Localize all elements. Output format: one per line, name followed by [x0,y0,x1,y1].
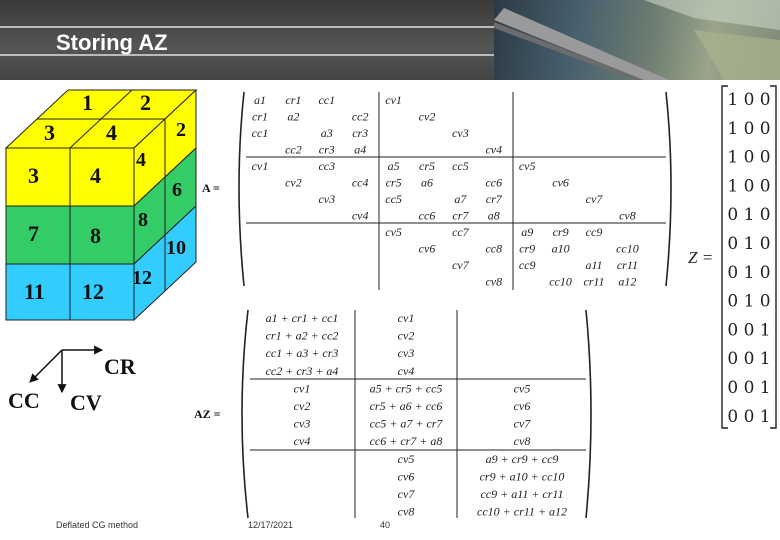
matrix-az-entry: cv8 [397,504,415,519]
matrix-z [686,84,780,432]
cube-top-num-4: 4 [106,120,117,145]
matrix-z-row: 0 1 0 [727,205,771,226]
axis-cc-label: CC [8,388,40,413]
matrix-az-entry: cc6 + cr7 + a8 [369,434,443,449]
matrix-a-entry: cr3 [352,126,369,140]
matrix-z-row: 0 1 0 [727,262,771,283]
matrix-az-label: AZ = [194,407,221,421]
cube-top-num-3: 3 [44,120,55,145]
matrix-a-entry: cr9 [552,225,569,239]
matrix-a-entry: cc7 [452,225,469,239]
matrix-a-entry: a8 [487,208,500,223]
matrix-a-entry: cv2 [285,175,302,190]
matrix-z-row: 0 0 1 [727,320,771,341]
matrix-a-entry: a1 [254,93,266,107]
matrix-z-row: 1 0 0 [727,147,771,168]
matrix-az-entry: cr1 + a2 + cc2 [265,328,339,343]
matrix-a-entry: cc3 [318,159,336,173]
matrix-a-entry: cc5 [385,192,402,206]
matrix-a-entry: cv1 [385,93,402,107]
matrix-a-entry: cc9 [585,225,603,239]
matrix-a-entry: cv6 [552,175,569,190]
matrix-a-entry: cr5 [419,159,435,173]
cube-top-num-1: 1 [82,90,93,115]
matrix-a-entry: cc9 [518,258,536,272]
matrix-a-entry: cc2 [351,109,369,124]
cube-front-num-3: 3 [28,163,39,188]
matrix-az-entry: cc10 + cr11 + a12 [477,504,567,519]
matrix-a-entry: cc10 [616,241,639,256]
matrix-a-entry: a7 [454,192,467,206]
matrix-az-entry: a1 + cr1 + cc1 [265,311,339,325]
matrix-a-entry: cv7 [452,258,469,272]
matrix-az-entry: cv2 [397,328,415,343]
matrix-a [198,86,680,296]
matrix-az-entry: cv5 [513,381,531,396]
matrix-z-row: 0 0 1 [727,406,771,427]
axis-cv-label: CV [70,390,102,415]
matrix-a-entry: a9 [521,225,534,239]
matrix-a-entry: a6 [421,175,433,190]
matrix-a-entry: cr11 [583,274,605,289]
axis-cr-label: CR [104,354,136,379]
matrix-az-entry: cv8 [513,434,531,449]
matrix-a-label: A = [202,181,220,195]
axes-diagram [0,340,160,420]
matrix-z-row: 1 0 0 [727,90,771,110]
matrix-a-entry: cr9 [519,241,536,256]
matrix-a-entry: cv3 [318,192,336,206]
footer-left-text: Deflated CG method [56,520,139,530]
matrix-az [192,306,602,520]
matrix-a-entry: cc6 [485,175,503,190]
matrix-a-entry: cc1 [251,126,269,140]
matrix-a-entry: cr3 [318,142,335,157]
matrix-a-entry: cr7 [452,208,469,223]
matrix-az-entry: cc5 + a7 + cr7 [369,416,443,431]
matrix-a-entry: cv8 [619,208,636,223]
matrix-a-entry: cv2 [418,109,436,124]
matrix-az-entry: cv3 [293,416,311,431]
matrix-az-entry: cr9 + a10 + cc10 [479,469,565,484]
cube-front-num-4: 4 [90,163,101,188]
cube-side-num-2: 2 [176,119,186,141]
matrix-z-row: 0 0 1 [727,349,771,370]
matrix-a-entry: a3 [320,126,333,140]
matrix-a-entry: cv1 [251,159,269,173]
matrix-a-entry: cr7 [485,192,502,206]
matrix-z-row: 0 1 0 [727,234,771,254]
matrix-a-entry: a4 [354,142,367,157]
matrix-a-entry: cc1 [318,93,336,107]
slide-header [0,0,780,80]
matrix-a-entry: cv3 [452,126,469,140]
cube-front-num-11: 11 [24,279,45,304]
cube-side-num-12: 12 [132,267,152,289]
matrix-z-row: 1 0 0 [727,118,771,139]
matrix-a-left-bracket [239,92,244,286]
matrix-a-entry: cv5 [518,159,536,173]
matrix-a-entry: cr1 [285,93,302,107]
matrix-az-entry: cr5 + a6 + cc6 [369,399,443,413]
matrix-az-entry: cv6 [513,399,531,413]
cube-front-num-7: 7 [28,221,39,246]
matrix-a-entry: cr5 [385,175,402,190]
matrix-az-right-bracket [586,310,591,518]
matrix-az-entry: cv1 [293,381,311,396]
matrix-a-entry: cc2 [285,142,302,157]
matrix-a-entry: cc10 [549,274,572,289]
matrix-az-entry: cc1 + a3 + cr3 [265,346,339,361]
matrix-a-entry: a12 [618,274,637,289]
cube-side-num-8: 8 [138,209,148,231]
matrix-z-label: Z = [688,248,714,267]
matrix-az-entry: cv3 [397,346,415,361]
matrix-a-entry: cr1 [252,109,268,124]
matrix-a-entry: cv6 [418,241,436,256]
matrix-a-entry: a5 [387,159,400,173]
bridge-image [494,0,780,80]
matrix-z-row: 1 0 0 [727,176,771,197]
footer-date: 12/17/2021 [248,520,294,530]
matrix-a-entry: cr11 [616,258,638,272]
matrix-az-entry: cc9 + a11 + cr11 [480,487,564,501]
slide-title: Storing AZ [56,30,168,55]
matrix-a-entry: cv5 [385,225,402,239]
matrix-az-entry: cv1 [397,311,415,325]
cube-front-num-12: 12 [82,279,104,304]
cube-top-num-2: 2 [140,90,151,115]
header-rule-top [0,26,494,28]
matrix-a-entry: cc5 [452,159,469,173]
matrix-az-entry: cc2 + cr3 + a4 [265,363,339,378]
matrix-az-entry: cv6 [397,469,415,484]
axis-cc-arrow [30,350,62,382]
footer-page-number: 40 [380,520,391,530]
matrix-a-entry: cv4 [485,142,503,157]
matrix-az-entry: cv7 [513,416,531,431]
cube-side-num-6: 6 [172,179,182,201]
matrix-a-entry: cc8 [485,241,503,256]
matrix-a-entry: cc6 [418,208,436,223]
matrix-z-row: 0 1 0 [727,291,771,312]
matrix-az-entry: cv7 [397,487,415,501]
matrix-az-entry: a9 + cr9 + cc9 [485,451,559,466]
matrix-az-left-bracket [242,310,248,518]
matrix-az-entry: cv4 [397,363,415,378]
matrix-a-entry: cc4 [351,175,369,190]
cube-side-num-4: 4 [136,149,146,171]
matrix-az-entry: cv5 [397,451,415,466]
matrix-az-entry: cv2 [293,399,311,413]
matrix-z-right-bracket [770,86,776,428]
matrix-az-entry: cv4 [293,434,311,449]
matrix-a-entry: a10 [551,241,570,256]
matrix-a-entry: cv4 [351,208,369,223]
cube-side-num-10: 10 [166,237,186,259]
cube-front-num-8: 8 [90,223,101,248]
matrix-z-row: 0 0 1 [727,378,771,398]
matrix-a-entry: cv7 [585,192,603,206]
matrix-a-entry: a2 [287,109,300,124]
matrix-a-entry: cv8 [485,274,503,289]
header-photo-bridge [494,0,780,80]
matrix-az-entry: a5 + cr5 + cc5 [369,381,443,396]
matrix-a-entry: a11 [585,258,603,272]
matrix-a-right-bracket [666,92,671,286]
